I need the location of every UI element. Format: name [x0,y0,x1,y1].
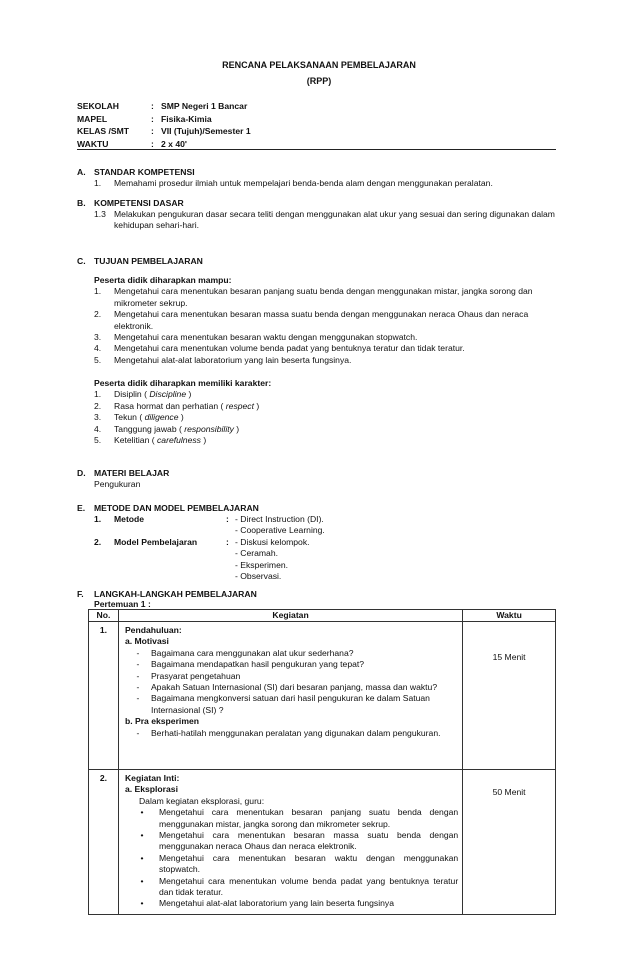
list-item: - Diskusi kelompok. [235,537,310,547]
list-item: 5. Ketelitian ( carefulness ) [94,435,207,446]
document-subtitle: (RPP) [306,76,332,86]
table-header-row [89,610,556,622]
section-b-heading: B. KOMPETENSI DASAR [77,198,184,208]
list-item: 4. Mengetahui cara menentukan volume benda padat yang bentuknya teratur dan tidak teratur. [94,343,465,354]
header-no: No. [89,610,119,622]
document-title: RENCANA PELAKSANAAN PEMBELAJARAN [222,60,416,70]
table-row [89,622,556,770]
list-item: - Observasi. [235,571,282,582]
list-item: - Bagaimana cara menggunakan alat ukur sederhana? [136,647,354,658]
list-item: • Mengetahui cara menentukan besaran massa suatu benda dengan menggunakan neraca Ohaus dan neraca elektronik. [140,830,459,852]
header-time: Waktu [463,610,556,622]
list-item: 1. Memahami prosedur ilmiah untuk mempelajari benda-benda alam dengan menggunakan peralatan. [94,178,493,188]
method-sep: : [226,514,229,524]
list-item: • Mengetahui cara menentukan besaran waktu dengan menggunakan stopwatch. [140,852,459,875]
section-f-heading: F. LANGKAH-LANGKAH PEMBELAJARAN [77,589,257,599]
list-item: • Mengetahui cara menentukan besaran panjang suatu benda dengan menggunakan mistar, jangka sorong dan mikrometer sekrup. [140,807,459,829]
identity-row-subject: MAPEL : Fisika-Kimia [77,113,212,124]
activity-cell: Pendahuluan: a. Motivasi - Bagaimana cara menggunakan alat ukur sederhana? - Bagaimana mendapatkan hasil pengukuran yang tepat? - Prasyarat pengetahuan - Apakah Satuan Internasional (SI) dari besaran panjang, massa dan waktu? - Bagaimana mengkonversi satuan dari hasil pengukuran ke dalam Satuan Internasional (SI) ? b. Pra eksperimen - Berhati-hatilah menggunakan peralatan yang digunakan dalam pengukuran. [118,622,462,770]
section-a-heading: A. STANDAR KOMPETENSI [77,167,195,177]
section-c-body [94,275,556,366]
list-item: 2. Rasa hormat dan perhatian ( respect ) [94,400,260,411]
activity-cell: Kegiatan Inti: a. Eksplorasi Dalam kegiatan eksplorasi, guru: • Mengetahui cara menentukan besaran panjang suatu benda dengan menggunakan mistar, jangka sorong dan mikrometer sekrup. • Mengetahui cara menentukan besaran massa suatu benda dengan menggunakan neraca Ohaus dan neraca elektronik. • Mengetahui cara menentukan besaran waktu dengan menggunakan stopwatch. • Mengetahui cara menentukan volume benda padat yang bentuknya teratur dan tidak teratur. • Mengetahui alat-alat laboratorium yang lain beserta fungsinya [118,770,462,915]
model-list [235,537,310,583]
section-a-body [94,178,556,189]
list-item: 3. Mengetahui cara menentukan besaran waktu dengan menggunakan stopwatch. [94,332,418,343]
method-label: 1. Metode [94,514,145,524]
list-item: 5. Mengetahui alat-alat laboratorium yang lain beserta fungsinya. [94,354,352,365]
character-block [94,378,556,446]
divider [77,149,556,150]
list-item: - Bagaimana mendapatkan hasil pengukuran yang tepat? [136,659,365,670]
row-time: 50 Menit [463,770,556,915]
model-label: 2. Model Pembelajaran [94,537,198,547]
section-b-body [94,209,556,232]
steps-table [88,609,556,915]
section-d-heading: D. MATERI BELAJAR [77,468,170,478]
list-item: - Direct Instruction (DI). [235,514,324,524]
section-d-body: Pengukuran [94,479,141,489]
list-item: - Ceramah. [235,548,278,559]
identity-row-time: WAKTU : 2 x 40' [77,138,187,149]
header-activity: Kegiatan [118,610,462,622]
list-item: 3. Tekun ( diligence ) [94,412,184,423]
list-item: 1. Disiplin ( Discipline ) [94,389,192,400]
list-item: 4. Tanggung jawab ( responsibility ) [94,423,240,434]
section-e-heading: E. METODE DAN MODEL PEMBELAJARAN [77,503,259,513]
list-item: • Mengetahui cara menentukan volume benda padat yang bentuknya teratur dan tidak teratur. [140,875,459,898]
identity-row-school: SEKOLAH : SMP Negeri 1 Bancar [77,101,248,111]
list-item: 2. Mengetahui cara menentukan besaran massa suatu benda dengan menggunakan neraca Ohaus dan neraca elektronik. [94,309,529,331]
goals-intro: Peserta didik diharapkan mampu: [94,275,232,285]
section-c-heading: C. TUJUAN PEMBELAJARAN [77,256,203,266]
list-item: - Berhati-hatilah menggunakan peralatan yang digunakan dalam pengukuran. [136,727,441,738]
row-number: 1. [89,622,119,770]
list-item: - Bagaimana mengkonversi satuan dari hasil pengukuran ke dalam Satuan Internasional (SI) ? [136,693,430,715]
identity-block [77,100,251,150]
list-item: - Apakah Satuan Internasional (SI) dari besaran panjang, massa dan waktu? [136,682,438,693]
list-item: 1. Mengetahui cara menentukan besaran panjang suatu benda dengan menggunakan mistar, jangka sorong dan mikrometer sekrup. [94,286,533,308]
model-sep: : [226,537,229,547]
row-number: 2. [89,770,119,915]
list-item: - Eksperimen. [235,559,289,570]
identity-row-class: KELAS /SMT : VII (Tujuh)/Semester 1 [77,126,251,136]
method-list [235,514,325,537]
list-item: • Mengetahui alat-alat laboratorium yang lain beserta fungsinya [140,898,394,909]
character-intro: Peserta didik diharapkan memiliki karakter: [94,378,272,388]
list-item: 1.3 Melakukan pengukuran dasar secara teliti dengan menggunakan alat ukur yang sesuai dan sering digunakan dalam kehidupan sehari-hari. [94,209,555,231]
row-time: 15 Menit [463,622,556,770]
meeting-label: Pertemuan 1 : [94,599,151,609]
table-row [89,770,556,915]
list-item: - Cooperative Learning. [235,525,325,536]
list-item: - Prasyarat pengetahuan [136,670,241,681]
